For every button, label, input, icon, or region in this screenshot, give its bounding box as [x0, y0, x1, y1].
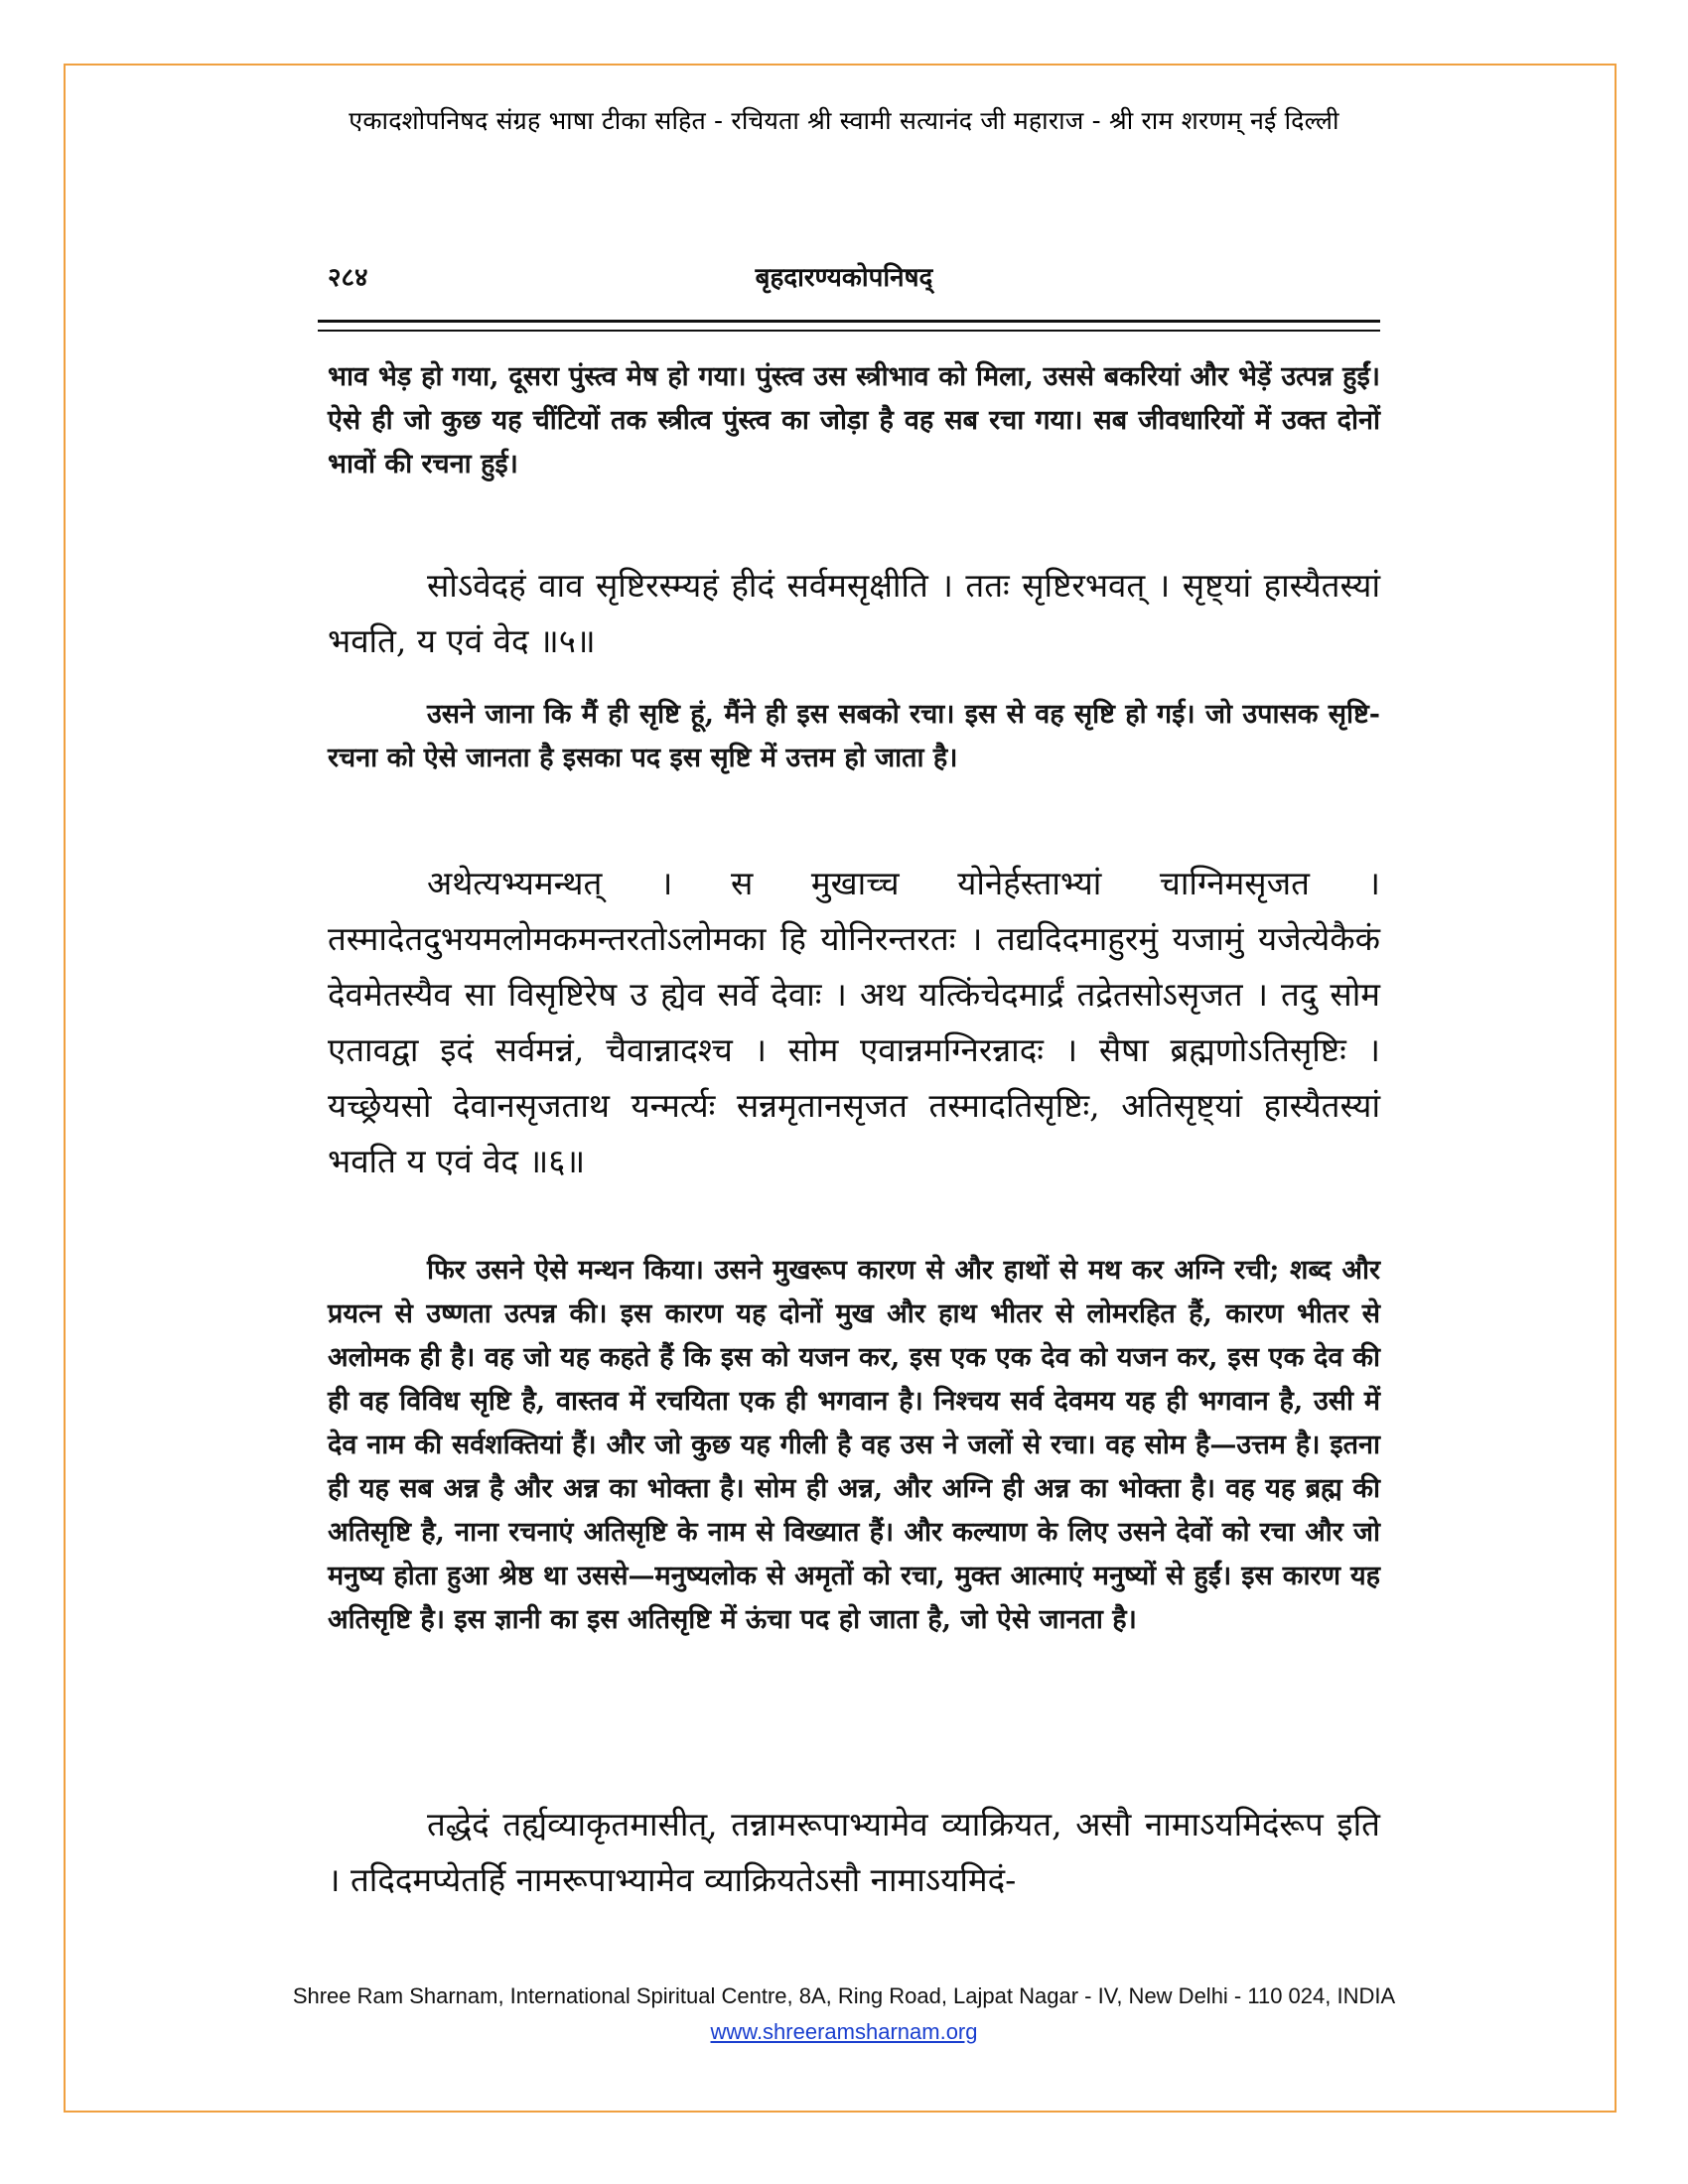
running-title: बृहदारण्यकोपनिषद् — [755, 263, 933, 293]
scanned-page — [288, 238, 1400, 1956]
header-rule-top — [318, 320, 1380, 323]
sanskrit-verse-6: अथेत्यभ्यमन्थत् । स मुखाच्च योनेर्हस्ताभ्यां चाग्निमसृजत । तस्मादेतदुभयमलोमकमन्तरतोऽलोमका हि योनिरन्तरतः । तद्यदिदमाहुरमुं यजामुं यजेत्येकैकं देवमेतस्यैव सा विसृष्टिरेष उ ह्येव सर्वे देवाः । अथ यत्किंचेदमार्द्रं तद्रेतसोऽसृजत । तदु सोम एतावद्वा इदं सर्वमन्नं, चैवान्नादश्च । सोम एवान्नमग्निरन्नादः । सैषा ब्रह्मणोऽतिसृष्टिः । यच्छ्रेयसो देवानसृजताथ यन्मर्त्यः सन्नमृतानसृजत तस्मादतिसृष्टिः, अतिसृष्ट्यां हास्यैतस्यां भवति य एवं वेद ॥६॥ — [328, 864, 1380, 1180]
sanskrit-verse-7: तद्धेदं तर्ह्यव्याकृतमासीत्, तन्नामरूपाभ्यामेव व्याक्रियत, असौ नामाऽयमिदंरूप इति । तदिदमप्येतर्हि नामरूपाभ्यामेव व्याक्रियतेऽसौ नामाऽयमिदं- — [328, 1805, 1380, 1899]
commentary-paragraph-2: उसने जाना कि मैं ही सृष्टि हूं, मैंने ही इस सबको रचा। इस से वह सृष्टि हो गई। जो उपासक सृष्टि-रचना को ऐसे जानता है इसका पद इस सृष्टि में उत्तम हो जाता है। — [328, 699, 1380, 773]
header-rule-bottom — [318, 330, 1380, 332]
footer-address: Shree Ram Sharnam, International Spiritual Centre, 8A, Ring Road, Lajpat Nagar - IV, New Delhi - 110 024, INDIA — [292, 1983, 1396, 2008]
website-link[interactable]: www.shreeramsharnam.org — [710, 2019, 978, 2044]
commentary-paragraph-3: फिर उसने ऐसे मन्थन किया। उसने मुखरूप कारण से और हाथों से मथ कर अग्नि रची; शब्द और प्रयत्न से उष्णता उत्पन्न की। इस कारण यह दोनों मुख और हाथ भीतर से लोमरहित हैं, कारण भीतर से अलोमक ही है। वह जो यह कहते हैं कि इस को यजन कर, इस एक एक देव को यजन कर, इस एक देव की ही वह विविध सृष्टि है, वास्तव में रचयिता एक ही भगवान है। निश्चय सर्व देवमय यह ही भगवान है, उसी में देव नाम की सर्वशक्तियां हैं। और जो कुछ यह गीली है वह उस ने जलों से रचा। वह सोम है—उत्तम है। इतना ही यह सब अन्न है और अन्न का भोक्ता है। सोम ही अन्न, और अग्नि ही अन्न का भोक्ता है। वह यह ब्रह्म की अतिसृष्टि है, नाना रचनाएं अतिसृष्टि के नाम से विख्यात हैं। और कल्याण के लिए उसने देवों को रचा और जो मनुष्य होता हुआ श्रेष्ठ था उससे—मनुष्यलोक से अमृतों को रचा, मुक्त आत्माएं मनुष्यों से हुईं। इस कारण यह अतिसृष्टि है। इस ज्ञानी का इस अतिसृष्टि में ऊंचा पद हो जाता है, जो ऐसे जानता है। — [328, 1255, 1380, 1635]
page-number: २८४ — [328, 263, 368, 293]
sanskrit-verse-5: सोऽवेदहं वाव सृष्टिरस्म्यहं हीदं सर्वमसृक्षीति । ततः सृष्टिरभवत् । सृष्ट्यां हास्यैतस्यां भवति, य एवं वेद ॥५॥ — [328, 566, 1380, 660]
scanned-page-header — [328, 258, 1360, 298]
commentary-paragraph-1: भाव भेड़ हो गया, दूसरा पुंस्त्व मेष हो गया। पुंस्त्व उस स्त्रीभाव को मिला, उससे बकरियां और भेड़ें उत्पन्न हुईं। ऐसे ही जो कुछ यह चींटियों तक स्त्रीत्व पुंस्त्व का जोड़ा है वह सब रचा गया। सब जीवधारियों में उक्त दोनों भावों की रचना हुई। — [328, 361, 1380, 479]
series-title: एकादशोपनिषद संग्रह भाषा टीका सहित - रचियता श्री स्वामी सत्यानंद जी महाराज - श्री राम शरणम् नई दिल्ली — [349, 106, 1339, 135]
